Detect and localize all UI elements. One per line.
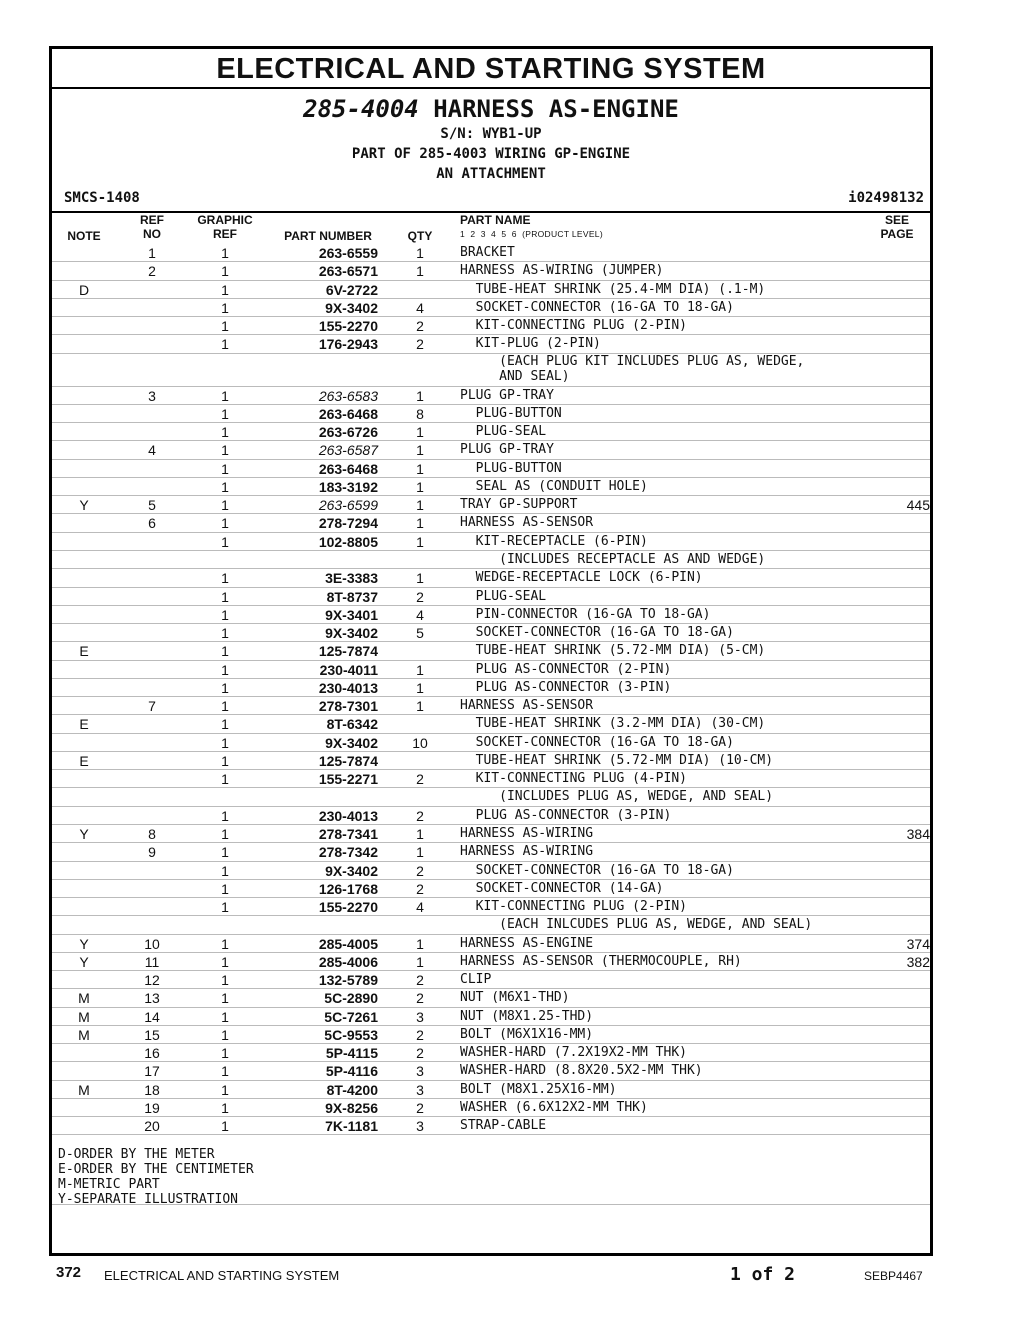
table-row [52, 281, 930, 299]
cell-name: TUBE-HEAT SHRINK (5.72-MM DIA) (5-CM) [460, 643, 766, 659]
table-row [52, 661, 930, 679]
cell-note: Y [79, 935, 89, 952]
cell-qty: 3 [416, 1008, 424, 1025]
cell-ref: 18 [144, 1081, 160, 1098]
table-row [52, 533, 930, 551]
cell-name: WASHER-HARD (8.8X20.5X2-MM THK) [460, 1063, 703, 1079]
cell-qty: 2 [416, 1045, 424, 1062]
cell-part: 5C-9553 [324, 1026, 378, 1043]
cell-part: 263-6726 [318, 424, 378, 441]
cell-qty: 1 [416, 515, 424, 532]
cell-see: 384 [906, 825, 930, 842]
cell-part: 9X-3402 [325, 734, 378, 751]
cell-name: PIN-CONNECTOR (16-GA TO 18-GA) [460, 606, 711, 622]
assembly-name: HARNESS AS-ENGINE [433, 95, 679, 123]
cell-qty: 2 [416, 807, 424, 824]
cell-graphic: 1 [221, 844, 229, 861]
column-header-part-name [460, 213, 860, 245]
product-level-scale: 1 2 3 4 5 6 (PRODUCT LEVEL) [460, 229, 603, 239]
cell-qty: 1 [416, 460, 424, 477]
serial-range: S/N: WYB1-UP [440, 126, 542, 142]
table-row [52, 825, 930, 843]
cell-part: 230-4013 [318, 679, 378, 696]
cell-part: 5C-7261 [324, 1008, 378, 1025]
cell-qty: 1 [416, 497, 424, 514]
table-row [52, 916, 930, 934]
table-row [52, 624, 930, 642]
cell-qty: 3 [416, 1081, 424, 1098]
column-header-graphic-top: GRAPHIC [197, 213, 253, 227]
page-title: ELECTRICAL AND STARTING SYSTEM [52, 49, 930, 89]
cell-part: 230-4013 [318, 807, 378, 824]
part-of-line: PART OF 285-4003 WIRING GP-ENGINE [351, 146, 631, 162]
cell-part: 125-7874 [318, 643, 378, 660]
table-row [52, 752, 930, 770]
cell-ref: 11 [144, 953, 160, 970]
table-row [52, 953, 930, 971]
cell-name: HARNESS AS-ENGINE [460, 935, 594, 951]
cell-note: M [78, 990, 90, 1007]
cell-note: D [78, 281, 90, 298]
cell-part: 8T-6342 [326, 716, 378, 733]
cell-name: SEAL AS (CONDUIT HOLE) [460, 478, 648, 494]
note-y: Y-SEPARATE ILLUSTRATION [58, 1192, 239, 1207]
cell-ref: 19 [144, 1099, 160, 1116]
cell-part: 263-6599 [318, 497, 378, 514]
cell-graphic: 1 [221, 478, 229, 495]
column-header-graphic-bottom: REF [213, 227, 237, 241]
cell-qty: 4 [416, 899, 424, 916]
cell-ref: 13 [144, 990, 160, 1007]
cell-qty: 2 [416, 1026, 424, 1043]
cell-graphic: 1 [221, 1081, 229, 1098]
cell-graphic: 1 [221, 299, 229, 316]
cell-part: 9X-3402 [325, 299, 378, 316]
cell-qty: 1 [416, 825, 424, 842]
table-row [52, 1099, 930, 1117]
cell-qty: 1 [416, 387, 424, 404]
cell-qty: 1 [416, 953, 424, 970]
cell-graphic: 1 [221, 442, 229, 459]
cell-part: 263-6571 [318, 263, 378, 280]
cell-ref: 20 [144, 1118, 160, 1135]
cell-graphic: 1 [221, 263, 229, 280]
cell-graphic: 1 [221, 862, 229, 879]
cell-part: 9X-3402 [325, 625, 378, 642]
cell-part: 278-7342 [318, 844, 378, 861]
cell-name: PLUG GP-TRAY [460, 387, 554, 403]
cell-graphic: 1 [221, 953, 229, 970]
column-header-part-name-label: PART NAME [460, 213, 531, 227]
cell-graphic: 1 [221, 625, 229, 642]
note-d: D-ORDER BY THE METER [58, 1147, 215, 1162]
table-row [52, 317, 930, 335]
cell-name: PLUG-BUTTON [460, 405, 562, 421]
table-row [52, 551, 930, 569]
cell-part: 263-6468 [318, 405, 378, 422]
cell-name: PLUG AS-CONNECTOR (3-PIN) [460, 679, 672, 695]
cell-name: WEDGE-RECEPTACLE LOCK (6-PIN) [460, 570, 703, 586]
cell-graphic: 1 [221, 460, 229, 477]
cell-graphic: 1 [221, 245, 229, 261]
cell-ref: 3 [148, 387, 156, 404]
cell-qty: 4 [416, 606, 424, 623]
cell-name: STRAP-CABLE [460, 1118, 547, 1134]
cell-name: (INCLUDES PLUG AS, WEDGE, AND SEAL) [460, 789, 774, 805]
cell-qty: 3 [416, 1063, 424, 1080]
cell-name: SOCKET-CONNECTOR (14-GA) [460, 880, 664, 896]
cell-name: (INCLUDES RECEPTACLE AS AND WEDGE) [460, 551, 766, 567]
table-row [52, 441, 930, 459]
cell-qty: 2 [416, 862, 424, 879]
cell-graphic: 1 [221, 281, 229, 298]
cell-ref: 12 [144, 972, 160, 989]
cell-name: SOCKET-CONNECTOR (16-GA TO 18-GA) [460, 625, 734, 641]
cell-graphic: 1 [221, 679, 229, 696]
cell-part: 176-2943 [318, 336, 378, 353]
parts-table [52, 244, 930, 1135]
cell-name: HARNESS AS-WIRING [460, 825, 594, 841]
cell-name: SOCKET-CONNECTOR (16-GA TO 18-GA) [460, 299, 734, 315]
cell-part: 125-7874 [318, 752, 378, 769]
cell-name: PLUG AS-CONNECTOR (2-PIN) [460, 661, 672, 677]
cell-name: HARNESS AS-SENSOR [460, 698, 594, 714]
cell-ref: 17 [144, 1063, 160, 1080]
cell-name: KIT-PLUG (2-PIN) [460, 336, 601, 352]
table-row [52, 262, 930, 280]
cell-graphic: 1 [221, 825, 229, 842]
cell-qty: 1 [416, 263, 424, 280]
cell-part: 102-8805 [318, 533, 378, 550]
table-row [52, 478, 930, 496]
column-header-ref-bottom: NO [143, 227, 161, 241]
cell-name: WASHER (6.6X12X2-MM THK) [460, 1099, 648, 1115]
cell-graphic: 1 [221, 1026, 229, 1043]
column-header-part-number: PART NUMBER [284, 229, 372, 243]
cell-qty: 2 [416, 880, 424, 897]
cell-note: M [78, 1008, 90, 1025]
cell-graphic: 1 [221, 880, 229, 897]
cell-graphic: 1 [221, 734, 229, 751]
cell-note: E [79, 716, 89, 733]
cell-name: CLIP [460, 972, 492, 988]
cell-ref: 14 [144, 1008, 160, 1025]
column-header-note: NOTE [67, 229, 101, 243]
cell-part: 278-7341 [318, 825, 378, 842]
cell-part: 132-5789 [318, 972, 378, 989]
cell-graphic: 1 [221, 570, 229, 587]
cell-qty: 1 [416, 424, 424, 441]
cell-qty: 2 [416, 336, 424, 353]
cell-part: 8T-4200 [326, 1081, 378, 1098]
footer-sheet-count: 1 of 2 [730, 1264, 796, 1285]
cell-graphic: 1 [221, 643, 229, 660]
cell-graphic: 1 [221, 899, 229, 916]
cell-part: 278-7294 [318, 515, 378, 532]
table-row [52, 880, 930, 898]
cell-graphic: 1 [221, 387, 229, 404]
cell-graphic: 1 [221, 497, 229, 514]
cell-see: 445 [906, 497, 930, 514]
cell-graphic: 1 [221, 588, 229, 605]
cell-qty: 8 [416, 405, 424, 422]
cell-graphic: 1 [221, 515, 229, 532]
cell-name: HARNESS AS-WIRING (JUMPER) [460, 263, 664, 279]
table-row [52, 788, 930, 806]
cell-ref: 6 [148, 515, 156, 532]
cell-name: HARNESS AS-SENSOR (THERMOCOUPLE, RH) [460, 953, 742, 969]
assembly-header [52, 89, 930, 184]
cell-graphic: 1 [221, 661, 229, 678]
table-row [52, 862, 930, 880]
table-row [52, 898, 930, 916]
cell-name: SOCKET-CONNECTOR (16-GA TO 18-GA) [460, 862, 734, 878]
cell-graphic: 1 [221, 990, 229, 1007]
note-e: E-ORDER BY THE CENTIMETER [58, 1162, 254, 1177]
column-header-see-top: SEE [884, 213, 909, 227]
cell-name: (EACH PLUG KIT INCLUDES PLUG AS, WEDGE, AND SEAL) [499, 353, 805, 384]
cell-name: SOCKET-CONNECTOR (16-GA TO 18-GA) [460, 734, 734, 750]
cell-name: TUBE-HEAT SHRINK (5.72-MM DIA) (10-CM) [460, 752, 774, 768]
cell-graphic: 1 [221, 424, 229, 441]
cell-name: TUBE-HEAT SHRINK (25.4-MM DIA) (.1-M) [460, 281, 766, 297]
cell-note: Y [79, 825, 89, 842]
assembly-part-number: 285-4004 [303, 95, 419, 123]
illustration-id: i02498132 [848, 190, 924, 206]
cell-graphic: 1 [221, 1118, 229, 1135]
cell-name: BRACKET [460, 245, 515, 260]
table-row [52, 387, 930, 405]
attachment-line: AN ATTACHMENT [436, 166, 546, 182]
table-row [52, 569, 930, 587]
cell-part: 7K-1181 [325, 1118, 378, 1135]
column-header-qty: QTY [407, 229, 433, 243]
note-m: M-METRIC PART [58, 1177, 160, 1192]
cell-part: 9X-3401 [325, 606, 378, 623]
cell-ref: 2 [148, 263, 156, 280]
cell-name: HARNESS AS-WIRING [460, 844, 594, 860]
cell-name: NUT (M6X1-THD) [460, 990, 570, 1006]
cell-qty: 1 [416, 533, 424, 550]
footer-document-id: SEBP4467 [864, 1269, 923, 1283]
cell-ref: 16 [144, 1045, 160, 1062]
table-row [52, 642, 930, 660]
assembly-title [52, 94, 930, 124]
cell-name: PLUG GP-TRAY [460, 442, 554, 458]
cell-qty: 1 [416, 935, 424, 952]
table-row [52, 697, 930, 715]
cell-qty: 2 [416, 771, 424, 788]
cell-name: (EACH INLCUDES PLUG AS, WEDGE, AND SEAL) [460, 917, 813, 933]
cell-qty: 3 [416, 1118, 424, 1135]
table-row [52, 1081, 930, 1099]
cell-part: 126-1768 [318, 880, 378, 897]
cell-graphic: 1 [221, 405, 229, 422]
cell-qty: 1 [416, 679, 424, 696]
smcs-code: SMCS-1408 [64, 190, 140, 206]
cell-qty: 1 [416, 442, 424, 459]
cell-qty: 4 [416, 299, 424, 316]
table-row [52, 679, 930, 697]
table-row [52, 335, 930, 353]
cell-ref: 8 [148, 825, 156, 842]
cell-part: 5C-2890 [324, 990, 378, 1007]
cell-qty: 1 [416, 698, 424, 715]
footer-section-title: ELECTRICAL AND STARTING SYSTEM [104, 1268, 340, 1283]
cell-part: 5P-4115 [325, 1045, 378, 1062]
cell-note: Y [79, 497, 89, 514]
cell-part: 263-6468 [318, 460, 378, 477]
cell-graphic: 1 [221, 698, 229, 715]
cell-name: PLUG-BUTTON [460, 460, 562, 476]
cell-name: PLUG AS-CONNECTOR (3-PIN) [460, 807, 672, 823]
table-row [52, 354, 930, 387]
cell-note: M [78, 1026, 90, 1043]
cell-part: 183-3192 [318, 478, 378, 495]
cell-qty: 5 [416, 625, 424, 642]
cell-see: 374 [906, 935, 930, 952]
cell-name: KIT-CONNECTING PLUG (4-PIN) [460, 771, 687, 787]
cell-qty: 1 [416, 245, 424, 261]
table-row [52, 807, 930, 825]
cell-graphic: 1 [221, 752, 229, 769]
cell-part: 5P-4116 [325, 1063, 378, 1080]
table-row [52, 1008, 930, 1026]
cell-note: M [78, 1081, 90, 1098]
cell-ref: 10 [144, 935, 160, 952]
cell-qty: 2 [416, 990, 424, 1007]
cell-graphic: 1 [221, 1008, 229, 1025]
cell-qty: 2 [416, 972, 424, 989]
table-row [52, 935, 930, 953]
cell-part: 9X-8256 [325, 1099, 378, 1116]
table-row [52, 588, 930, 606]
cell-note: E [79, 643, 89, 660]
cell-name: TUBE-HEAT SHRINK (3.2-MM DIA) (30-CM) [460, 716, 766, 732]
notes-legend [58, 1147, 254, 1207]
column-header-ref-no [124, 213, 180, 245]
cell-part: 285-4006 [318, 953, 378, 970]
cell-qty: 1 [416, 478, 424, 495]
cell-ref: 5 [148, 497, 156, 514]
table-row [52, 1044, 930, 1062]
cell-part: 9X-3402 [325, 862, 378, 879]
cell-note: Y [79, 953, 89, 970]
cell-graphic: 1 [221, 1099, 229, 1116]
cell-ref: 15 [144, 1026, 160, 1043]
cell-part: 6V-2722 [325, 281, 378, 298]
cell-part: 155-2271 [318, 771, 378, 788]
table-row [52, 405, 930, 423]
cell-qty: 10 [412, 734, 428, 751]
cell-name: TRAY GP-SUPPORT [460, 497, 578, 513]
cell-qty: 1 [416, 570, 424, 587]
table-row [52, 971, 930, 989]
cell-part: 263-6559 [318, 245, 378, 261]
column-header-graphic-ref [190, 213, 260, 245]
cell-ref: 7 [148, 698, 156, 715]
cell-name: BOLT (M6X1X16-MM) [460, 1026, 594, 1042]
table-row [52, 1117, 930, 1135]
column-header-ref-top: REF [140, 213, 164, 227]
cell-part: 8T-8737 [326, 588, 378, 605]
cell-part: 278-7301 [318, 698, 378, 715]
cell-graphic: 1 [221, 716, 229, 733]
cell-ref: 9 [148, 844, 156, 861]
notes-divider [52, 1204, 930, 1205]
cell-part: 3E-3383 [325, 570, 378, 587]
cell-qty: 1 [416, 661, 424, 678]
cell-graphic: 1 [221, 336, 229, 353]
table-row [52, 606, 930, 624]
column-header-see-bottom: PAGE [880, 227, 914, 241]
table-row [52, 843, 930, 861]
table-row [52, 1062, 930, 1080]
cell-qty: 2 [416, 1099, 424, 1116]
cell-graphic: 1 [221, 807, 229, 824]
cell-graphic: 1 [221, 1045, 229, 1062]
table-row [52, 460, 930, 478]
cell-qty: 1 [416, 844, 424, 861]
cell-graphic: 1 [221, 771, 229, 788]
cell-graphic: 1 [221, 533, 229, 550]
cell-ref: 1 [148, 245, 156, 261]
cell-name: KIT-CONNECTING PLUG (2-PIN) [460, 318, 687, 334]
cell-note: E [79, 752, 89, 769]
cell-qty: 2 [416, 588, 424, 605]
cell-name: BOLT (M8X1.25X16-MM) [460, 1081, 617, 1097]
cell-graphic: 1 [221, 1063, 229, 1080]
table-row [52, 734, 930, 752]
cell-name: PLUG-SEAL [460, 424, 547, 440]
table-row [52, 423, 930, 441]
cell-see: 382 [906, 953, 930, 970]
table-row [52, 496, 930, 514]
cell-graphic: 1 [221, 318, 229, 335]
cell-name: PLUG-SEAL [460, 588, 547, 604]
column-header-see-page [864, 213, 930, 245]
cell-part: 155-2270 [318, 318, 378, 335]
table-row [52, 514, 930, 532]
table-row [52, 770, 930, 788]
cell-part: 155-2270 [318, 899, 378, 916]
table-row [52, 989, 930, 1007]
footer-page-number: 372 [56, 1264, 82, 1281]
table-row [52, 244, 930, 262]
cell-name: KIT-RECEPTACLE (6-PIN) [460, 533, 648, 549]
cell-graphic: 1 [221, 972, 229, 989]
cell-name: KIT-CONNECTING PLUG (2-PIN) [460, 899, 687, 915]
cell-graphic: 1 [221, 935, 229, 952]
table-row [52, 715, 930, 733]
cell-qty: 2 [416, 318, 424, 335]
cell-ref: 4 [148, 442, 156, 459]
cell-part: 230-4011 [319, 661, 378, 678]
table-row [52, 299, 930, 317]
cell-graphic: 1 [221, 606, 229, 623]
table-row [52, 1026, 930, 1044]
parts-page-frame [49, 46, 933, 1256]
cell-name: NUT (M8X1.25-THD) [460, 1008, 594, 1024]
cell-part: 263-6587 [318, 442, 378, 459]
cell-name: WASHER-HARD (7.2X19X2-MM THK) [460, 1045, 687, 1061]
cell-part: 285-4005 [318, 935, 378, 952]
cell-name: HARNESS AS-SENSOR [460, 515, 594, 531]
cell-part: 263-6583 [318, 387, 378, 404]
